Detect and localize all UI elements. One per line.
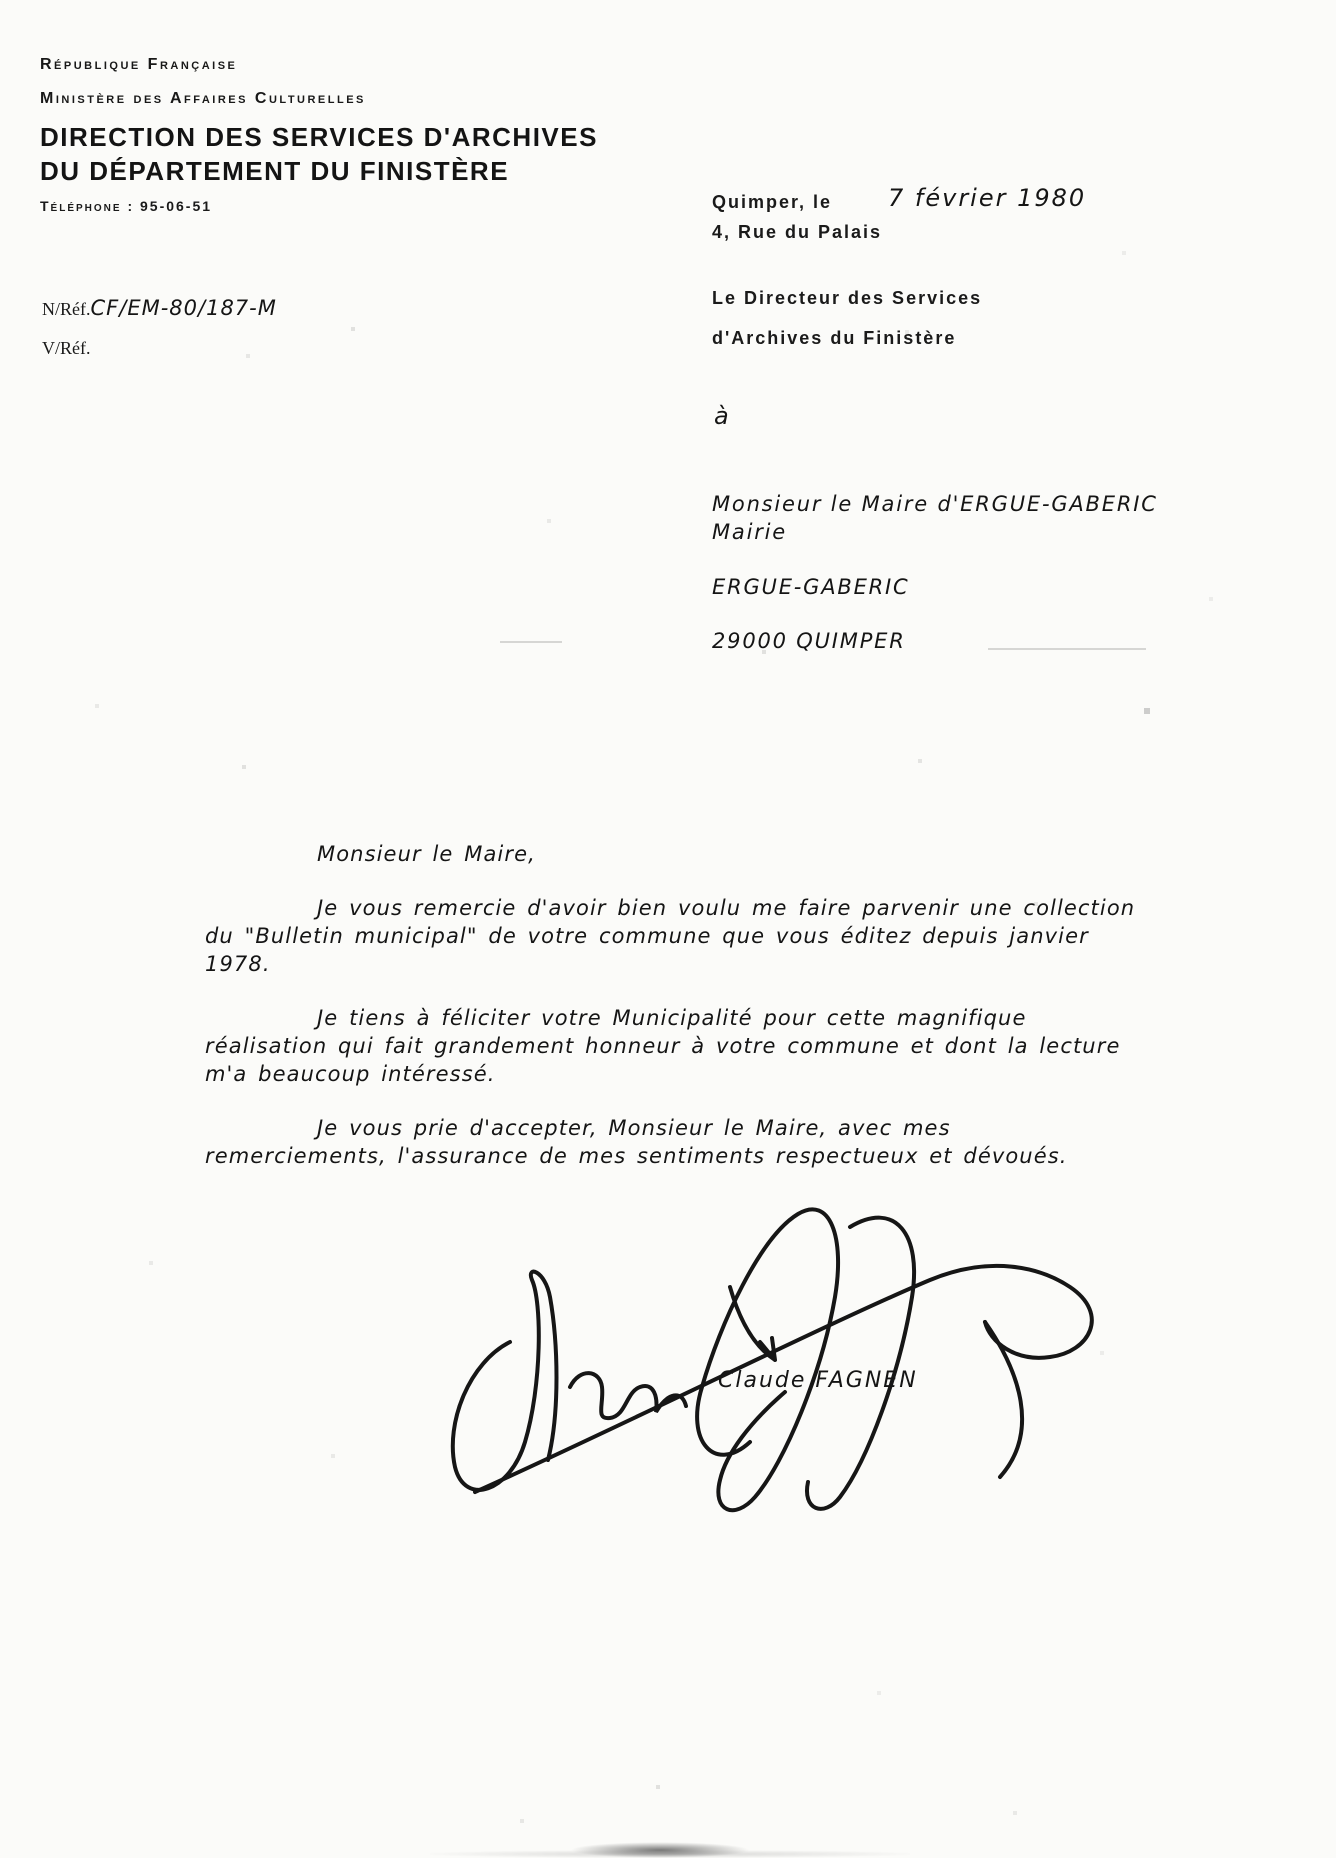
our-reference-line: [42, 296, 277, 320]
scan-streak: [500, 641, 562, 643]
sender-line2: d'Archives du Finistère: [712, 328, 957, 348]
letterhead-direction-line1: DIRECTION DES SERVICES D'ARCHIVES: [40, 122, 598, 152]
your-reference-line: [42, 338, 91, 359]
letter-body: [205, 840, 1137, 1196]
letterhead-republic: République Française: [40, 56, 238, 73]
signature-scrawl-icon: [430, 1192, 1140, 1522]
letterhead-telephone: Téléphone : 95-06-51: [40, 198, 213, 214]
scan-smudge: [430, 1850, 910, 1858]
paragraph-3: Je vous prie d'accepter, Monsieur le Maire, avec mes remerciements, l'assurance de mes sentiments respectueux et dévoués.: [205, 1116, 1068, 1168]
salutation: Monsieur le Maire,: [317, 842, 536, 866]
recipient-to-label: à: [714, 402, 729, 430]
paragraph-2: Je tiens à féliciter votre Municipalité pour cette magnifique réalisation qui fait grandement honneur à votre commune et dont la lecture m'a beaucoup intéressé.: [205, 1006, 1121, 1086]
paper-speckles: [0, 0, 2, 2]
letterhead-direction-line2: DU DÉPARTEMENT DU FINISTÈRE: [40, 156, 510, 186]
letterhead-ministry: Ministère des Affaires Culturelles: [40, 90, 366, 107]
sender-line1: Le Directeur des Services: [712, 288, 983, 308]
signatory-name: Claude FAGNEN: [718, 1368, 918, 1393]
our-ref-label: N/Réf.: [42, 299, 91, 319]
recipient-line1: Monsieur le Maire d'ERGUE-GABERIC: [712, 492, 1158, 516]
paragraph-1: Je vous remercie d'avoir bien voulu me faire parvenir une collection du "Bulletin municipal" de votre commune que vous éditez depuis janvier 1978.: [205, 896, 1136, 976]
scan-streak: [988, 648, 1146, 650]
your-ref-label: V/Réf.: [42, 338, 91, 358]
recipient-line2: Mairie: [712, 520, 788, 544]
handwritten-date: 7 février 1980: [888, 184, 1087, 212]
dateline-place-label: Quimper, le: [712, 192, 833, 212]
dateline-street: 4, Rue du Palais: [712, 222, 883, 242]
recipient-line3: ERGUE-GABERIC: [712, 575, 910, 599]
recipient-line4: 29000 QUIMPER: [712, 629, 906, 653]
our-ref-value: CF/EM-80/187-M: [90, 296, 277, 320]
